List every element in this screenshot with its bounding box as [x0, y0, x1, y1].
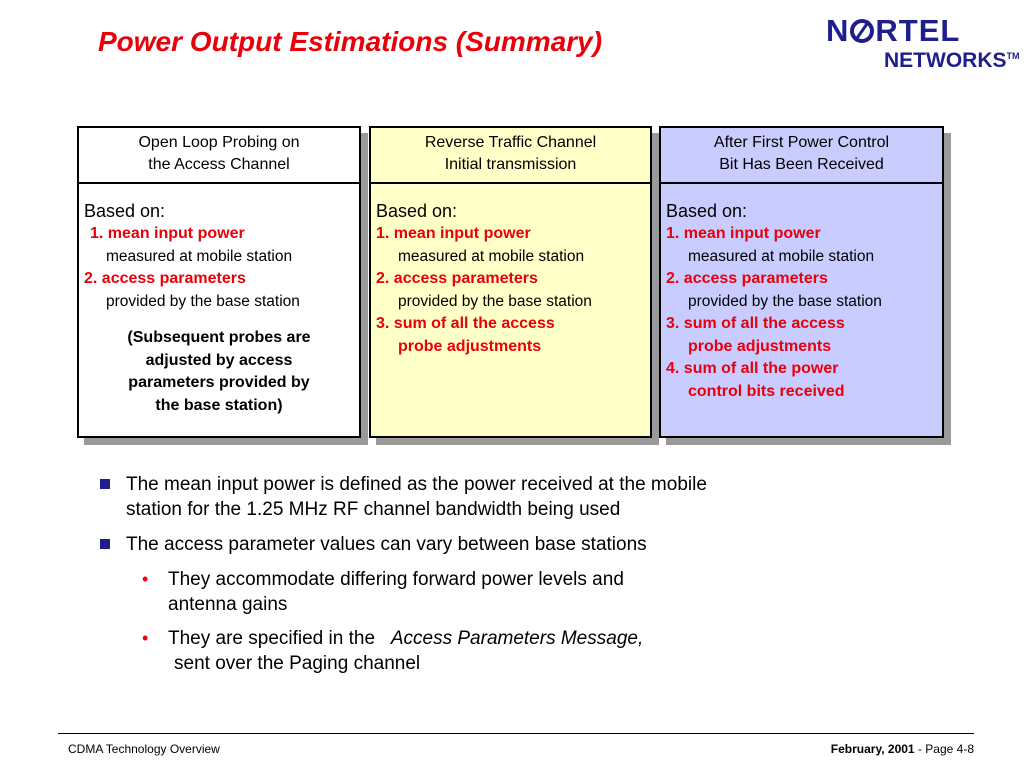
item-sub: measured at mobile station: [398, 247, 585, 265]
square-bullet-icon: [100, 539, 110, 549]
item-label: 2. access parameters: [376, 270, 538, 287]
square-bullet-icon: [100, 479, 110, 489]
item-label: 1. mean input power: [376, 225, 531, 242]
bullet-list: [98, 472, 707, 685]
sub-bullet-forward-power: • They accommodate differing forward power levels and antenna gains: [142, 569, 624, 615]
dot-bullet-icon: •: [142, 628, 149, 648]
slide-title: Power Output Estimations (Summary): [98, 26, 603, 57]
footer-divider: [58, 733, 974, 734]
based-on-label: Based on:: [666, 201, 748, 221]
item-sub: measured at mobile station: [106, 247, 293, 265]
subsequent-probes-note: (Subsequent probes are adjusted by access parameters provided by the base station): [127, 329, 311, 414]
item-sub: probe adjustments: [688, 337, 832, 355]
item-label: 4. sum of all the power: [666, 360, 839, 377]
footer-date: February, 2001: [830, 742, 915, 756]
item-sub: provided by the base station: [398, 292, 592, 310]
column-open-loop-probing: [77, 126, 361, 438]
footer-course-title: CDMA Technology Overview: [68, 742, 220, 756]
item-sub: control bits received: [688, 382, 845, 400]
column-header: Reverse Traffic Channel Initial transmission: [371, 128, 650, 184]
footer-page-number: - Page 4-8: [917, 742, 974, 756]
item-sub: measured at mobile station: [688, 247, 875, 265]
item-label: 1. mean input power: [666, 225, 821, 242]
based-on-label: Based on:: [84, 201, 166, 221]
bullet-access-parameters: The access parameter values can vary between base stations: [98, 532, 707, 557]
column-after-first-power-control: [659, 126, 944, 438]
column-reverse-traffic-channel: [369, 126, 652, 438]
logo-letters-rtel: RTEL: [875, 13, 961, 48]
item-label: 3. sum of all the access: [376, 315, 555, 332]
access-parameters-message-term: Access Parameters Message,: [390, 628, 644, 649]
trademark: TM: [1006, 51, 1020, 61]
sub-bullet-access-parameters-message: • They are specified in the Access Parameters Message, sent over the Paging channel: [142, 628, 644, 674]
item-label: 1. mean input power: [90, 225, 245, 242]
globe-icon: [850, 19, 874, 43]
column-header: After First Power Control Bit Has Been Received: [661, 128, 942, 184]
dot-bullet-icon: •: [142, 569, 149, 589]
item-sub: provided by the base station: [106, 292, 300, 310]
bullet-mean-input-power: The mean input power is defined as the power received at the mobile station for the 1.25 MHz RF channel bandwidth being used: [98, 472, 707, 522]
based-on-label: Based on:: [376, 201, 458, 221]
logo-letter-n: N: [826, 13, 850, 48]
item-sub: probe adjustments: [398, 337, 542, 355]
item-sub: provided by the base station: [688, 292, 882, 310]
footer-date-page: [831, 742, 974, 756]
item-label: 2. access parameters: [84, 270, 246, 287]
column-header: Open Loop Probing on the Access Channel: [79, 128, 359, 184]
logo-networks: NETWORKS: [884, 49, 1007, 72]
nortel-networks-logo: [826, 13, 1020, 72]
item-label: 2. access parameters: [666, 270, 828, 287]
item-label: 3. sum of all the access: [666, 315, 845, 332]
